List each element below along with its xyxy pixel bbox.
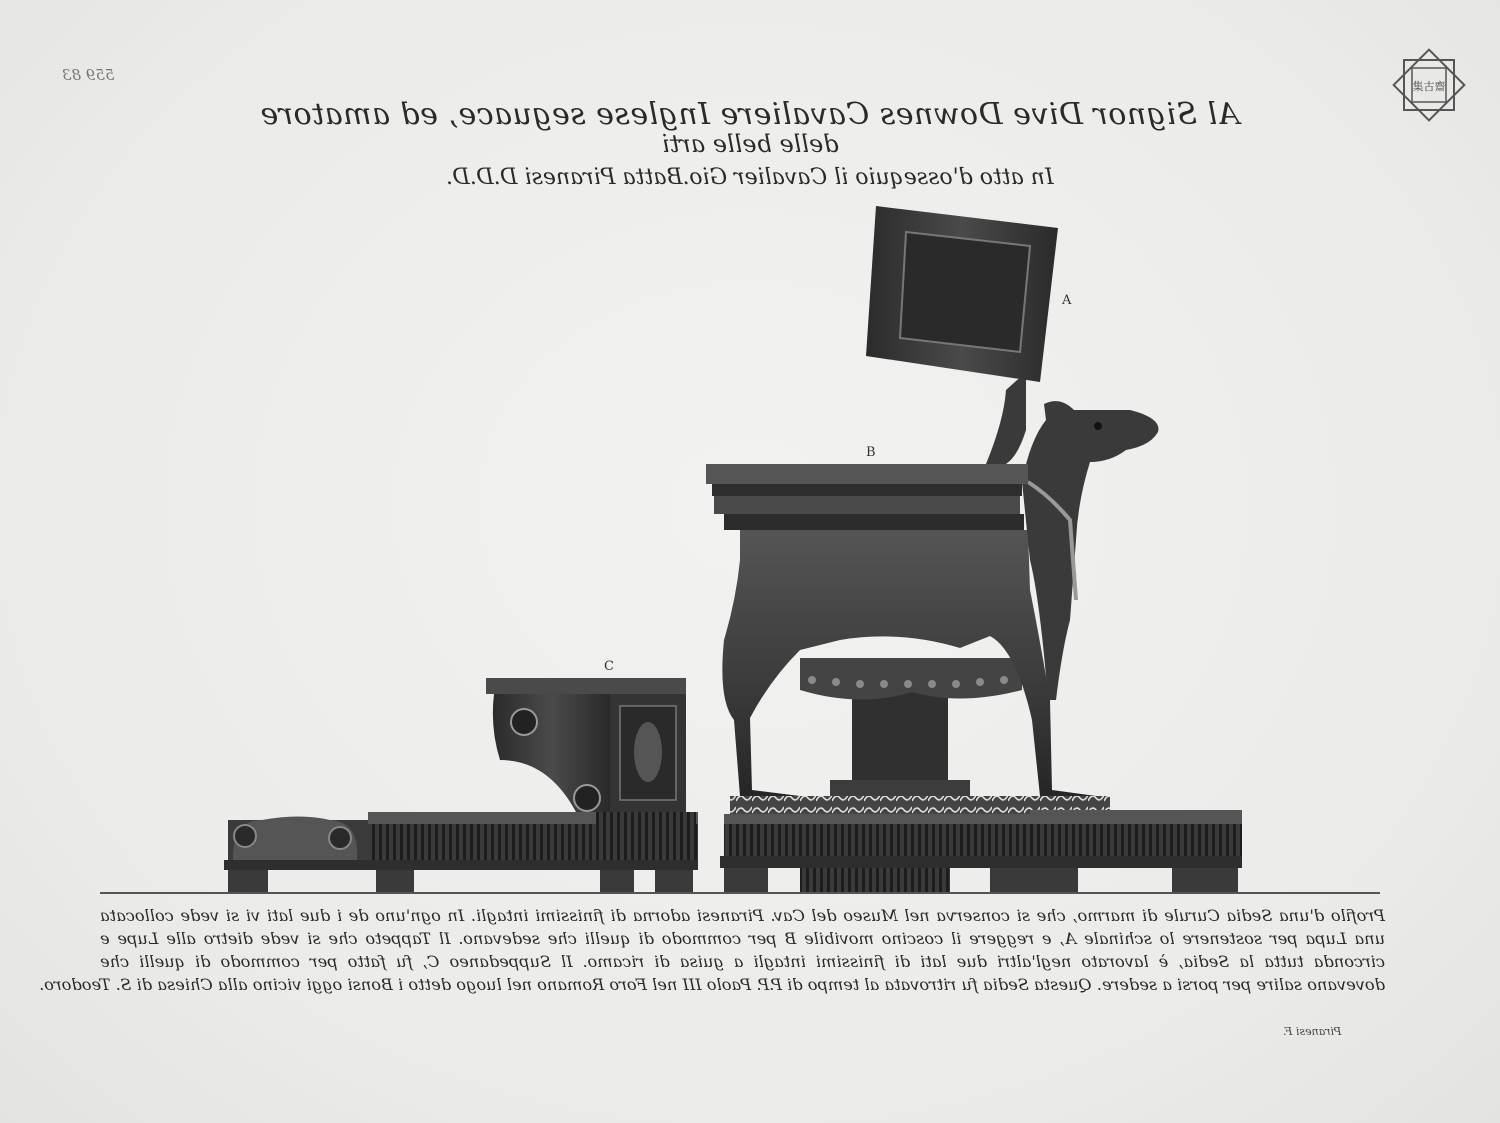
- caption-line: circonda tutta la Sedia, è lavorato negl'altri due lati di finissimi intagli a guisa di ricamo. Il Suppedaneo C, fu fatto per commodo di quelli che: [100, 952, 1385, 971]
- dedication-subtitle: delle belle arti: [661, 130, 839, 158]
- backrest-support: [986, 372, 1026, 464]
- footstool-suppedaneum: [224, 678, 698, 892]
- dedication-title: Al Signor Dive Downes Cavaliere Inglese seguace, ed amatore: [260, 97, 1240, 132]
- artist-signature: Piranesi F.: [1283, 1025, 1342, 1038]
- label-c: C: [604, 659, 614, 674]
- chair-base-flutes: [724, 824, 1036, 856]
- caption-line: una Lupa per sostenere lo schinale A, e reggere il coscino movibile B per commodo di quelli che sedevano. Il Tappeto che si vede dietro alle Lupe e: [100, 929, 1385, 948]
- label-b: B: [866, 445, 876, 460]
- seat-cushion-b: [706, 464, 1028, 484]
- dedication-signature-line: In atto d'ossequio il Cavalier Gio.Batta Piranesi D.D.D.: [446, 165, 1054, 190]
- label-a: A: [1062, 293, 1072, 308]
- stool-top: [486, 678, 686, 694]
- engraving-caption: [39, 904, 1385, 996]
- she-wolf-head: [1022, 401, 1158, 700]
- caption-line: dovevano salire per porsi a sedere. Questa Sedia fu ritrovata al tempo di P.P. Paolo III nel Foro Romano nel luogo detto i Bonsi oggi vicino alla Chiesa di S. Teodoro.: [39, 975, 1385, 994]
- curule-chair: [706, 206, 1242, 892]
- plate-number: 559 83: [62, 66, 115, 84]
- seal-text: 集古齋: [1412, 80, 1446, 93]
- caption-line: Profilo d'una Sedia Curule di marmo, che si conserva nel Museo del Cav. Piranesi adorna di finissimi intagli. In ogn'uno de i due lati vi si vede collocata: [100, 906, 1385, 925]
